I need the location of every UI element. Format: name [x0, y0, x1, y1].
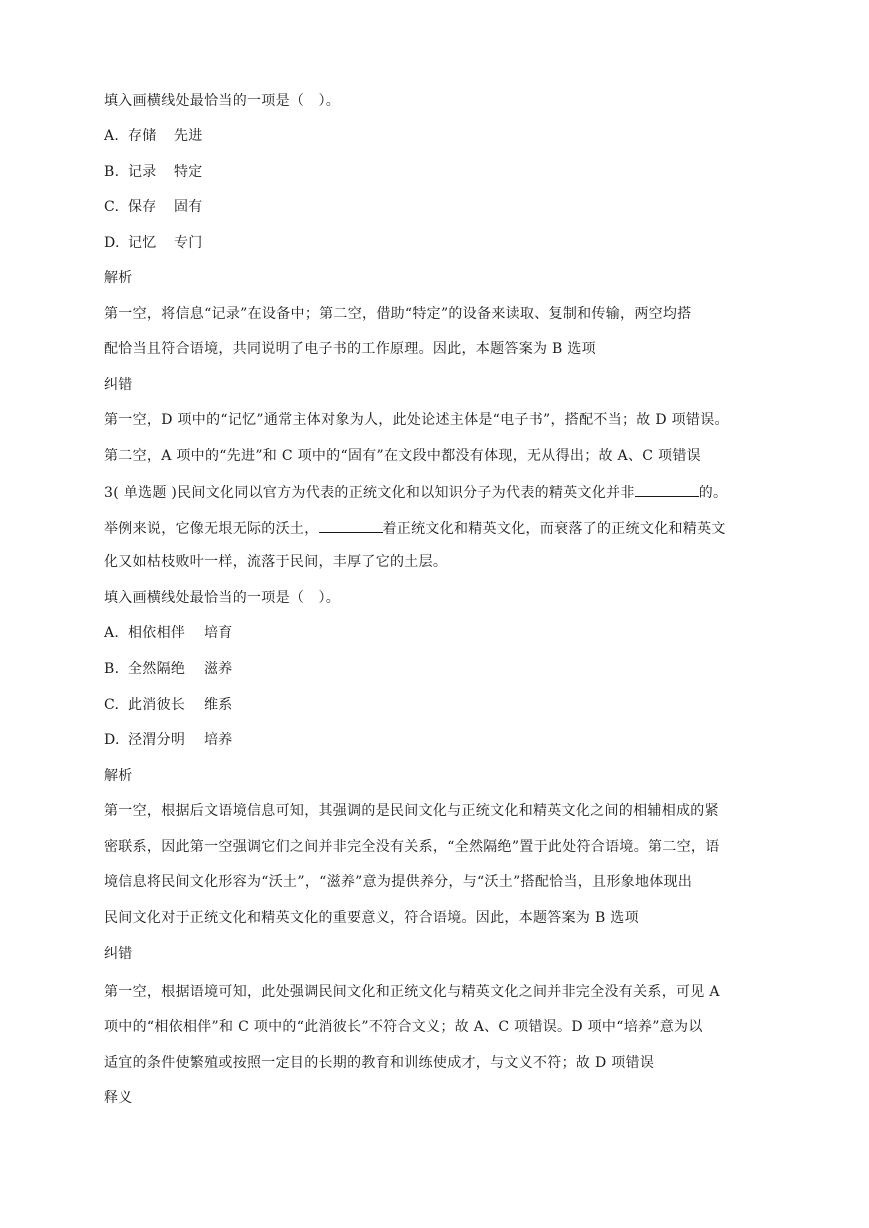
option-second-word: 滋养 — [204, 661, 233, 677]
q3-option-d[interactable] — [104, 731, 233, 749]
option-second-word: 维系 — [204, 697, 233, 713]
q2-prompt: 填入画横线处最恰当的一项是（ ）。 — [104, 93, 341, 109]
option-first-word: 此消彼长 — [128, 697, 186, 713]
option-first-word: 存储 — [128, 128, 157, 144]
q3-analysis-heading: 解析 — [104, 768, 133, 784]
q3-analysis-line: 第一空，根据后文语境信息可知，其强调的是民间文化与正统文化和精英文化之间的相辅相成的紧 — [104, 803, 719, 819]
q2-correction-line: 第一空，D 项中的“记忆”通常主体对象为人，此处论述主体是“电子书”，搭配不当；故 D 项错误。 — [104, 412, 729, 428]
q2-analysis-line: 配恰当且符合语境，共同说明了电子书的工作原理。因此，本题答案为 B 选项 — [104, 341, 596, 357]
option-second-word: 培养 — [204, 732, 233, 748]
q3-correction-line: 第一空，根据语境可知，此处强调民间文化和正统文化与精英文化之间并非完全没有关系，可见 A — [104, 984, 720, 1000]
answer-blank — [635, 482, 699, 497]
option-first-word: 泾渭分明 — [128, 732, 186, 748]
q2-option-b[interactable] — [104, 163, 203, 181]
q3-stem-line — [104, 518, 726, 538]
option-letter: D. — [104, 235, 120, 251]
option-letter: D. — [104, 732, 120, 748]
option-second-word: 培育 — [204, 625, 233, 641]
option-first-word: 保存 — [128, 199, 157, 215]
option-letter: B. — [104, 164, 120, 180]
q3-analysis-line: 民间文化对于正统文化和精英文化的重要意义，符合语境。因此，本题答案为 B 选项 — [104, 910, 639, 926]
option-first-word: 相依相伴 — [128, 625, 186, 641]
q2-analysis-heading: 解析 — [104, 270, 133, 286]
q2-correction-line: 第二空，A 项中的“先进”和 C 项中的“固有”在文段中都没有体现，无从得出；故 A、C 项错误 — [104, 448, 701, 464]
answer-blank — [319, 518, 383, 533]
q3-stem-line: 化又如枯枝败叶一样，流落于民间，丰厚了它的土层。 — [104, 554, 448, 570]
q2-correction-heading: 纠错 — [104, 377, 133, 393]
q2-analysis-line: 第一空，将信息“记录”在设备中；第二空，借助“特定”的设备来读取、复制和传输，两空均搭 — [104, 306, 692, 322]
q3-correction-heading: 纠错 — [104, 946, 133, 962]
q3-stem-text: 着正统文化和精英文化，而衰落了的正统文化和精英文 — [382, 521, 726, 537]
option-letter: C. — [104, 199, 120, 215]
q3-stem-text: 的。 — [698, 485, 728, 501]
q3-analysis-line: 境信息将民间文化形容为“沃土”，“滋养”意为提供养分，与“沃土”搭配恰当，且形象地体现出 — [104, 874, 693, 890]
q3-option-b[interactable] — [104, 660, 233, 678]
option-first-word: 记忆 — [128, 235, 157, 251]
q3-stem-text: 举例来说，它像无垠无际的沃土， — [104, 521, 319, 537]
option-second-word: 专门 — [174, 235, 203, 251]
q3-correction-line: 项中的“相依相伴”和 C 项中的“此消彼长”不符合文义；故 A、C 项错误。D 项中“培养”意为以 — [104, 1019, 703, 1035]
option-letter: B. — [104, 661, 120, 677]
option-letter: A. — [104, 128, 120, 144]
option-second-word: 先进 — [174, 128, 203, 144]
q3-meaning-heading: 释义 — [104, 1090, 133, 1106]
q3-option-a[interactable] — [104, 624, 233, 642]
option-second-word: 特定 — [174, 164, 203, 180]
q3-option-c[interactable] — [104, 696, 233, 714]
option-second-word: 固有 — [174, 199, 203, 215]
q2-option-c[interactable] — [104, 198, 203, 216]
q3-stem-text: 3( 单选题 )民间文化同以官方为代表的正统文化和以知识分子为代表的精英文化并非 — [104, 485, 635, 501]
q3-prompt: 填入画横线处最恰当的一项是（ ）。 — [104, 590, 341, 606]
q3-analysis-line: 密联系，因此第一空强调它们之间并非完全没有关系，“全然隔绝”置于此处符合语境。第二空，语 — [104, 839, 720, 855]
q2-option-d[interactable] — [104, 234, 203, 252]
option-first-word: 记录 — [128, 164, 157, 180]
option-first-word: 全然隔绝 — [128, 661, 186, 677]
q2-option-a[interactable] — [104, 127, 203, 145]
q3-correction-line: 适宜的条件使繁殖或按照一定目的长期的教育和训练使成才，与文义不符；故 D 项错误 — [104, 1055, 655, 1071]
option-letter: A. — [104, 625, 120, 641]
q3-stem-line — [104, 482, 727, 502]
option-letter: C. — [104, 697, 120, 713]
